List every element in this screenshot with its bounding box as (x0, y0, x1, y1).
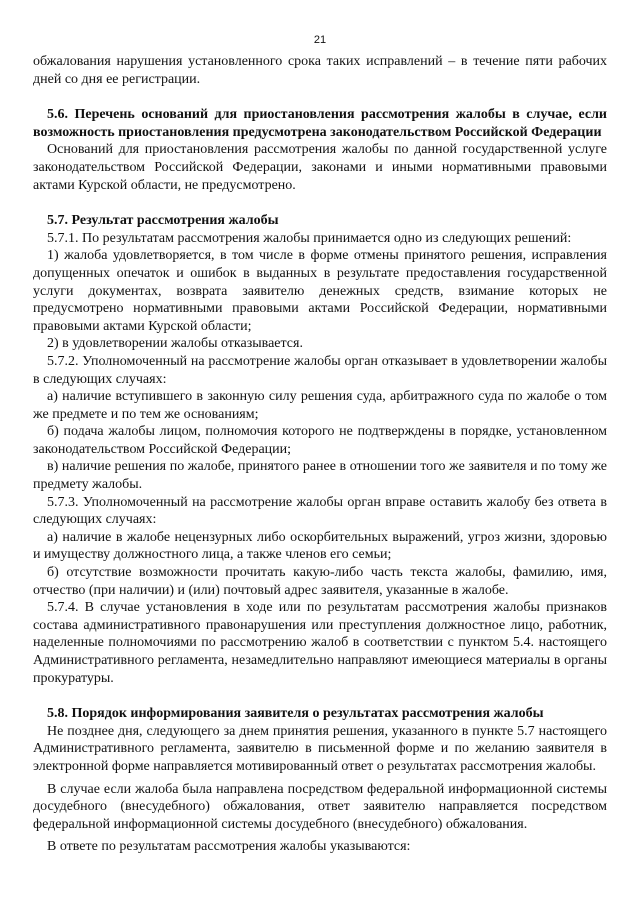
paragraph: 5.7.4. В случае установления в ходе или по результатам рассмотрения жалобы признаков состава административного правонарушения или преступления должностное лицо, работник, наделенные полномочиями по рассмотрению жалоб в соответствии с пунктом 5.4. настоящего Административного регламента, незамедлительно направляют имеющиеся материалы в органы прокуратуры. (33, 600, 607, 686)
list-item: 2) в удовлетворении жалобы отказывается. (47, 336, 303, 352)
paragraph: 5.7.2. Уполномоченный на рассмотрение жалобы орган отказывает в удовлетворении жалобы в следующих случаях: (33, 353, 607, 387)
list-item: а) наличие в жалобе нецензурных либо оскорбительных выражений, угроз жизни, здоровью и имуществу должностного лица, а также членов его семьи; (33, 529, 607, 563)
section-heading-5-8: 5.8. Порядок информирования заявителя о результатах рассмотрения жалобы (47, 706, 544, 722)
paragraph: Оснований для приостановления рассмотрения жалобы по данной государственной услуге законодательством Российской Федерации, законами и иными нормативными правовыми актами Курской области, не предусмотрено. (33, 142, 607, 193)
section-heading-5-7: 5.7. Результат рассмотрения жалобы (47, 213, 279, 229)
section-heading-5-6: 5.6. Перечень оснований для приостановления рассмотрения жалобы в случае, если возможность приостановления предусмотрена законодательством Российской Федерации (33, 107, 607, 140)
paragraph: В случае если жалоба была направлена посредством федеральной информационной системы досудебного (внесудебного) обжалования, ответ заявителю направляется посредством федеральной информационной системы досудебного (внесудебного) обжалования. (33, 781, 607, 832)
list-item: а) наличие вступившего в законную силу решения суда, арбитражного суда по жалобе о том же предмете и по тем же основаниям; (33, 389, 607, 422)
paragraph: В ответе по результатам рассмотрения жалобы указываются: (47, 839, 411, 855)
list-item: б) подача жалобы лицом, полномочия которого не подтверждены в порядке, установленном законодательством Российской Федерации; (33, 424, 607, 457)
paragraph: обжалования нарушения установленного срока таких исправлений – в течение пяти рабочих дней со дня ее регистрации. (33, 54, 607, 87)
paragraph: 5.7.3. Уполномоченный на рассмотрение жалобы орган вправе оставить жалобу без ответа в следующих случаях: (33, 494, 607, 528)
paragraph: Не позднее дня, следующего за днем принятия решения, указанного в пункте 5.7 настоящего Административного регламента, заявителю в письменной форме и по желанию заявителя в электронной форме направляется мотивированный ответ о результатах рассмотрения жалобы. (33, 723, 607, 774)
list-item: в) наличие решения по жалобе, принятого ранее в отношении того же заявителя и по тому же предмету жалобы. (33, 459, 607, 493)
page-number: 21 (313, 34, 327, 46)
paragraph: 5.7.1. По результатам рассмотрения жалобы принимается одно из следующих решений: (47, 230, 572, 246)
list-item: б) отсутствие возможности прочитать какую-либо часть текста жалобы, фамилию, имя, отчество (при наличии) и (или) почтовый адрес заявителя, указанные в жалобе. (33, 565, 607, 598)
list-item: 1) жалоба удовлетворяется, в том числе в форме отмены принятого решения, исправления допущенных опечаток и ошибок в выданных в результате предоставления государственной услуги документах, возврата заявителю денежных средств, взимание которых не предусмотрено нормативными правовыми актами Российской Федерации, нормативными правовыми актами Курской области; (33, 248, 607, 334)
